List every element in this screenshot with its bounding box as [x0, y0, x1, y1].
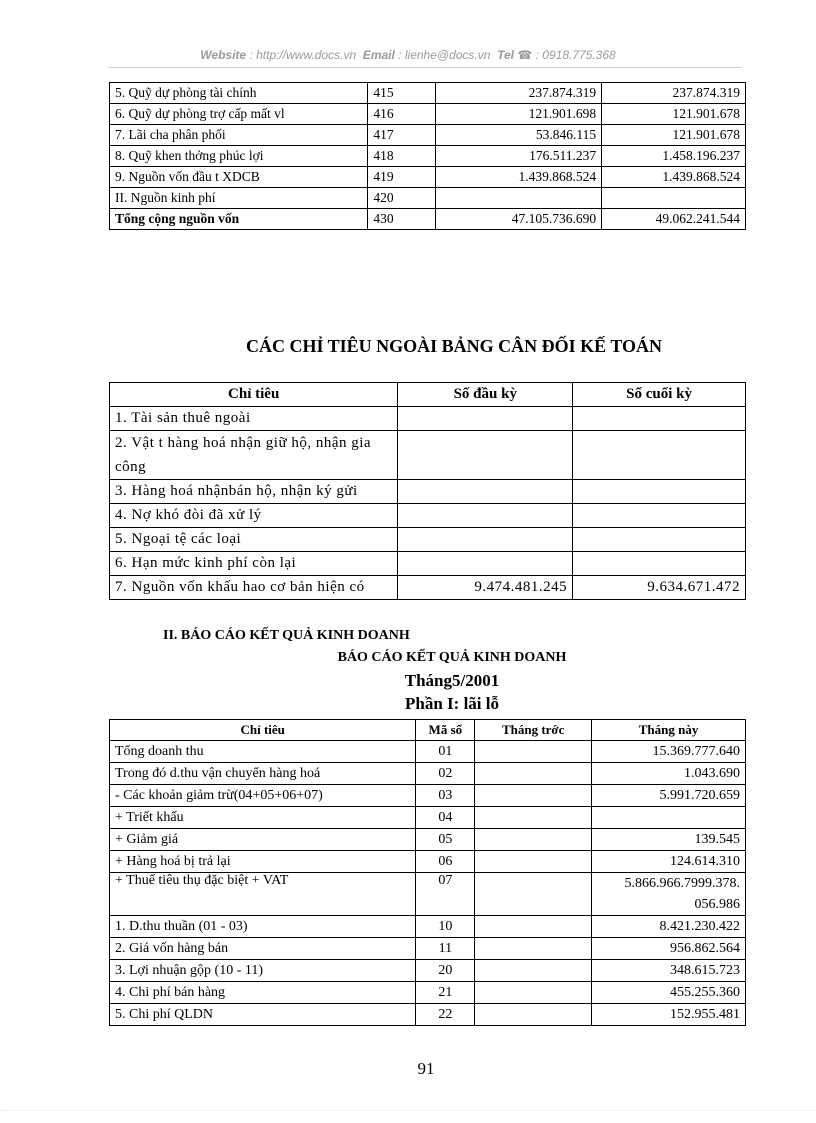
table-row — [110, 480, 746, 504]
end-value: 121.901.678 — [602, 125, 746, 146]
report-month: Tháng5/2001 — [404, 671, 500, 690]
off-balance-title: CÁC CHỈ TIÊU NGOÀI BẢNG CÂN ĐỐI KẾ TOÁN — [245, 336, 663, 356]
begin-value: 176.511.237 — [436, 146, 602, 167]
row-label: 1. Tài sản thuê ngoài — [110, 407, 398, 431]
website-label: Website — [200, 48, 247, 62]
curr-month-value: 5.991.720.659 — [592, 785, 746, 807]
row-label: II. Nguồn kinh phí — [110, 188, 368, 209]
column-header: Chỉ tiêu — [110, 720, 416, 741]
curr-month-value: 139.545 — [592, 829, 746, 851]
row-code: 10 — [416, 916, 475, 938]
curr-month-value: 348.615.723 — [592, 960, 746, 982]
begin-value: 121.901.698 — [436, 104, 602, 125]
column-header: Tháng trớc — [475, 720, 592, 741]
row-label: 4. Chi phí bán hàng — [110, 982, 416, 1004]
row-code: 11 — [416, 938, 475, 960]
curr-month-value: 455.255.360 — [592, 982, 746, 1004]
row-label: + Giảm giá — [110, 829, 416, 851]
row-label: Tổng cộng nguồn vốn — [110, 209, 368, 230]
row-code: 418 — [368, 146, 436, 167]
row-label: 6. Hạn mức kinh phí còn lại — [110, 552, 398, 576]
curr-month-value: 1.043.690 — [592, 763, 746, 785]
end-value: 9.634.671.472 — [573, 576, 746, 600]
row-label: Tổng doanh thu — [110, 741, 416, 763]
prev-month-value — [475, 763, 592, 785]
table-row — [110, 785, 746, 807]
end-value — [602, 188, 746, 209]
table-row — [110, 83, 746, 104]
begin-value — [398, 504, 573, 528]
prev-month-value — [475, 829, 592, 851]
prev-month-value — [475, 807, 592, 829]
income-table — [109, 719, 746, 1026]
end-value — [573, 407, 746, 431]
end-value: 237.874.319 — [602, 83, 746, 104]
curr-value-line: 056.986 — [694, 897, 740, 912]
end-value: 49.062.241.544 — [602, 209, 746, 230]
row-code: 06 — [416, 851, 475, 873]
prev-month-value — [475, 741, 592, 763]
row-label: 8. Quỹ khen thởng phúc lợi — [110, 146, 368, 167]
curr-month-value: 15.369.777.640 — [592, 741, 746, 763]
row-code: 417 — [368, 125, 436, 146]
email-value: : lienhe@docs.vn — [398, 48, 491, 62]
curr-month-value: 8.421.230.422 — [592, 916, 746, 938]
row-label: 7. Lãi cha phân phối — [110, 125, 368, 146]
table-row — [110, 1004, 746, 1026]
table-row — [110, 146, 746, 167]
row-label: + Thuế tiêu thụ đặc biệt + VAT — [110, 873, 416, 916]
row-code: 05 — [416, 829, 475, 851]
balance-table — [109, 82, 746, 230]
row-label: 9. Nguồn vốn đầu t XDCB — [110, 167, 368, 188]
report-part: Phần I: lãi lỗ — [405, 694, 499, 713]
curr-value-line: 5.866.966.7999.378. — [624, 876, 740, 891]
curr-month-value: 124.614.310 — [592, 851, 746, 873]
table-row — [110, 763, 746, 785]
table-row — [110, 552, 746, 576]
website-url: : http://www.docs.vn — [249, 48, 357, 62]
table-row — [110, 504, 746, 528]
header-divider — [108, 67, 742, 68]
end-value — [573, 480, 746, 504]
row-label: - Các khoản giảm trừ(04+05+06+07) — [110, 785, 416, 807]
page-number: 91 — [417, 1059, 435, 1078]
row-label: 1. D.thu thuần (01 - 03) — [110, 916, 416, 938]
prev-month-value — [475, 851, 592, 873]
table-row — [110, 209, 746, 230]
tel-label: Tel — [497, 48, 514, 62]
column-header: Mã số — [416, 720, 475, 741]
prev-month-value — [475, 873, 592, 916]
report-title: BÁO CÁO KẾT QUẢ KINH DOANH — [337, 650, 567, 665]
row-code: 02 — [416, 763, 475, 785]
page-header — [0, 48, 816, 62]
end-value: 1.439.868.524 — [602, 167, 746, 188]
row-label: 5. Ngoại tệ các loại — [110, 528, 398, 552]
row-label: 3. Lợi nhuận gộp (10 - 11) — [110, 960, 416, 982]
table-row — [110, 851, 746, 873]
row-code: 07 — [416, 873, 475, 916]
begin-value: 237.874.319 — [436, 83, 602, 104]
row-code: 416 — [368, 104, 436, 125]
begin-value — [398, 431, 573, 480]
row-code: 420 — [368, 188, 436, 209]
table-row — [110, 938, 746, 960]
prev-month-value — [475, 785, 592, 807]
begin-value: 47.105.736.690 — [436, 209, 602, 230]
end-value — [573, 431, 746, 480]
prev-month-value — [475, 916, 592, 938]
table-row — [110, 188, 746, 209]
begin-value — [398, 480, 573, 504]
section-heading: II. BÁO CÁO KẾT QUẢ KINH DOANH — [163, 628, 410, 643]
prev-month-value — [475, 960, 592, 982]
table-row — [110, 125, 746, 146]
footer-divider — [0, 1110, 816, 1111]
row-code: 419 — [368, 167, 436, 188]
end-value — [573, 504, 746, 528]
tel-value: ☎ : 0918.775.368 — [517, 48, 616, 62]
row-label: 6. Quỹ dự phòng trợ cấp mất vl — [110, 104, 368, 125]
prev-month-value — [475, 1004, 592, 1026]
off-balance-table — [109, 382, 746, 600]
begin-value: 53.846.115 — [436, 125, 602, 146]
row-label: 5. Chi phí QLDN — [110, 1004, 416, 1026]
begin-value: 1.439.868.524 — [436, 167, 602, 188]
table-row — [110, 960, 746, 982]
table-row — [110, 916, 746, 938]
column-header: Tháng này — [592, 720, 746, 741]
row-label: 4. Nợ khó đòi đã xử lý — [110, 504, 398, 528]
table-row — [110, 528, 746, 552]
prev-month-value — [475, 938, 592, 960]
row-code: 415 — [368, 83, 436, 104]
curr-month-value — [592, 807, 746, 829]
row-label: 5. Quỹ dự phòng tài chính — [110, 83, 368, 104]
table-row — [110, 407, 746, 431]
row-code: 03 — [416, 785, 475, 807]
curr-month-value: 956.862.564 — [592, 938, 746, 960]
column-header: Số cuối kỳ — [573, 383, 746, 407]
row-label: 2. Vật t hàng hoá nhận giữ hộ, nhận gia công — [110, 431, 398, 480]
row-label: 7. Nguồn vốn khấu hao cơ bản hiện có — [110, 576, 398, 600]
table-row — [110, 829, 746, 851]
end-value — [573, 528, 746, 552]
row-code: 430 — [368, 209, 436, 230]
row-label: + Triết khấu — [110, 807, 416, 829]
end-value: 121.901.678 — [602, 104, 746, 125]
row-code: 22 — [416, 1004, 475, 1026]
row-label: Trong đó d.thu vận chuyển hàng hoá — [110, 763, 416, 785]
row-label: 3. Hàng hoá nhậnbán hộ, nhận ký gửi — [110, 480, 398, 504]
row-code: 20 — [416, 960, 475, 982]
prev-month-value — [475, 982, 592, 1004]
curr-month-value: 152.955.481 — [592, 1004, 746, 1026]
table-row — [110, 873, 746, 916]
begin-value: 9.474.481.245 — [398, 576, 573, 600]
row-label: 2. Giá vốn hàng bán — [110, 938, 416, 960]
begin-value — [398, 552, 573, 576]
table-row — [110, 982, 746, 1004]
table-row — [110, 431, 746, 480]
begin-value — [398, 407, 573, 431]
table-row — [110, 741, 746, 763]
table-header-row — [110, 383, 746, 407]
begin-value — [398, 528, 573, 552]
column-header: Chỉ tiêu — [110, 383, 398, 407]
table-row — [110, 576, 746, 600]
table-row — [110, 167, 746, 188]
row-code: 01 — [416, 741, 475, 763]
email-label: Email — [362, 48, 395, 62]
table-header-row — [110, 720, 746, 741]
row-code: 21 — [416, 982, 475, 1004]
table-row — [110, 807, 746, 829]
end-value: 1.458.196.237 — [602, 146, 746, 167]
end-value — [573, 552, 746, 576]
begin-value — [436, 188, 602, 209]
curr-month-value — [592, 873, 746, 916]
row-label: + Hàng hoá bị trả lại — [110, 851, 416, 873]
row-code: 04 — [416, 807, 475, 829]
table-row — [110, 104, 746, 125]
column-header: Số đầu kỳ — [398, 383, 573, 407]
